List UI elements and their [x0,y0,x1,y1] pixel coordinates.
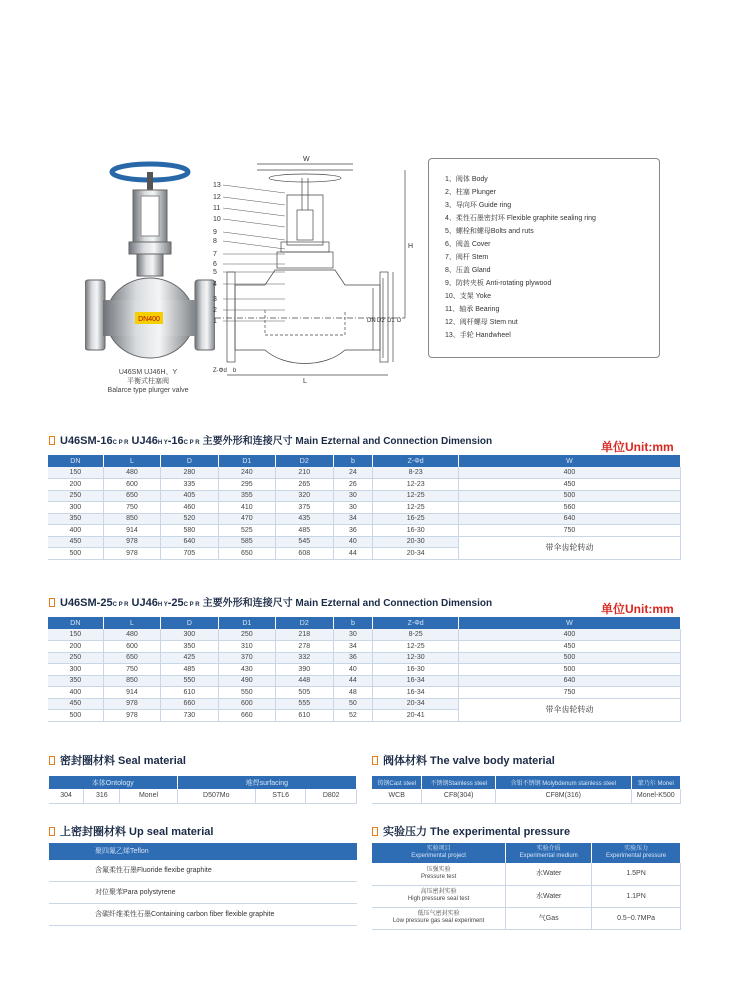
table-cell: 16-25 [373,513,459,525]
seal-value-cell: 316 [84,789,120,803]
table-cell: 250 [48,652,103,664]
body-material-value: WCB [372,789,422,803]
table-cell: 12-30 [373,652,459,664]
callout-label: 11 [213,205,221,212]
pressure-cell-line: Pressure test [420,873,457,880]
table25-title-mid2: -25 [167,597,184,609]
pressure-cell-line: 低压气密封实验 [417,911,460,917]
table-cell: 400 [48,687,103,699]
pressure-header-line: 实验介质 [536,846,561,852]
up-seal-item: 含氟柔性石墨Fluoride flexibe graphite [49,860,357,882]
body-material-value: Monel-K500 [631,789,680,803]
table-cell: 320 [276,490,333,502]
legend-item: 10、支架 Yoke [445,293,492,300]
table-cell: 640 [458,513,680,525]
table-cell: 470 [218,513,275,525]
section-marker-icon [372,756,378,765]
table-cell: 200 [48,479,103,491]
table-cell: 450 [48,698,103,710]
column-header: Z-Φd [373,617,459,629]
dim-b-label: b [233,368,237,374]
table-cell: 250 [218,629,275,641]
pressure-title [372,823,570,839]
section-marker-icon [49,827,55,836]
table-cell: 8-23 [373,467,459,479]
table-cell: 450 [458,641,680,653]
table-row [48,629,681,641]
table-cell: 525 [218,525,275,537]
up-seal-header: 聚四氟乙烯Teflon [49,843,357,860]
section-marker-icon [49,756,55,765]
up-seal-list [49,843,357,926]
table-cell: 400 [458,467,680,479]
table-cell: 545 [276,536,333,548]
photo-badge: DN400 [138,316,160,323]
table-cell: 400 [48,525,103,537]
column-header: W [458,455,680,467]
table-cell: 650 [103,490,160,502]
dim-l-label: L [303,378,307,385]
table-cell: 850 [103,513,160,525]
table16-title-sub1: C P R [112,440,129,446]
column-header: W [458,617,680,629]
table-row [372,863,681,885]
table-cell: 350 [48,675,103,687]
pressure-header [506,843,592,863]
table-cell: 978 [103,548,160,560]
pressure-cell [506,863,592,885]
table-cell: 500 [458,664,680,676]
table-cell: 480 [103,629,160,641]
callout-label: 9 [213,229,217,236]
parts-legend [428,158,660,358]
dim-dn-label: DN [367,318,376,324]
table-cell: 48 [333,687,373,699]
table-cell: 20-30 [373,536,459,548]
callout-leader [223,232,285,240]
table-cell: 610 [161,687,218,699]
column-header: Z-Φd [373,455,459,467]
table-cell: 500 [458,652,680,664]
up-seal-title-text: 上密封圈材料 Up seal material [60,826,214,838]
table-cell: 50 [333,698,373,710]
table-cell: 555 [276,698,333,710]
table-cell: 250 [48,490,103,502]
table25-unit: 单位Unit:mm [601,602,674,616]
seal-value-cell: Monel [120,789,177,803]
up-seal-item: 对位聚苯Para polystyrene [49,882,357,904]
table25-title-suffix: 主要外形和连接尺寸 Main Ezternal and Connection Dimension [202,598,493,609]
table-cell: 12-25 [373,502,459,514]
body-material-header: 铸钢Cast steel [372,776,422,789]
table-cell: 310 [218,641,275,653]
section-marker-icon [49,436,55,445]
table-cell: 425 [161,652,218,664]
table-cell: 750 [458,525,680,537]
pressure-title-text: 实验压力 The experimental pressure [383,826,571,838]
table-cell: 560 [458,502,680,514]
up-seal-item: 含碳纤维柔性石墨Containing carbon fiber flexible graphite [49,904,357,926]
body-material-table [372,776,681,804]
table-cell: 600 [103,479,160,491]
table-cell: 480 [103,467,160,479]
table-cell: 448 [276,675,333,687]
table-cell: 500 [48,548,103,560]
table25-title [49,594,492,609]
pressure-cell [372,885,506,907]
column-header: DN [48,455,103,467]
pressure-header-line: 实验压力 [624,846,649,852]
table-header-row [48,455,681,467]
callout-label: 7 [213,251,217,258]
table-row [48,641,681,653]
table-cell: 265 [276,479,333,491]
column-header: D2 [276,617,333,629]
table-cell: 914 [103,525,160,537]
pressure-cell [506,907,592,929]
pressure-header-line: Experimental project [411,853,466,859]
column-header: L [103,455,160,467]
valve-photo [85,160,215,370]
pressure-header [592,843,681,863]
table-cell: 550 [161,675,218,687]
column-header: D1 [218,617,275,629]
table-cell: 30 [333,629,373,641]
callout-label: 3 [213,296,217,303]
callout-label: 2 [213,307,217,314]
legend-item: 6、阀盖 Cover [445,241,491,248]
table-cell: 750 [103,502,160,514]
table16-title-mid: UJ46 [131,435,158,447]
body-material-title [372,752,555,768]
callout-label: 5 [213,269,217,276]
table-cell: 44 [333,548,373,560]
column-header: DN [48,617,103,629]
seal-title [49,752,186,768]
table-row [48,467,681,479]
callout-label: 10 [213,216,221,223]
photo-caption-line1: U46SM UJ46H、Y [118,369,178,376]
table25-title-sub2: H Y [157,602,168,608]
table-cell: 218 [276,629,333,641]
section-marker-icon [49,598,55,607]
table-cell: 485 [276,525,333,537]
table-cell: 16-30 [373,664,459,676]
table-cell: 16-34 [373,687,459,699]
table25-title-prefix: U46SM-25 [60,597,113,609]
table-cell: 335 [161,479,218,491]
body-material-value: CF8M(316) [495,789,631,803]
seal-value-cell: D507Mo [177,789,255,803]
table-row [48,513,681,525]
table16-title-suffix: 主要外形和连接尺寸 Main Ezternal and Connection Dimension [202,436,493,447]
table-cell: 550 [218,687,275,699]
table-cell: 450 [458,479,680,491]
pressure-table [372,843,681,930]
column-header: D [161,617,218,629]
table-cell: 355 [218,490,275,502]
legend-item: 7、阀杆 Stem [445,254,489,261]
dim-w-label: W [303,156,310,163]
table-cell: 520 [161,513,218,525]
pressure-header-line: 实验项目 [426,846,451,852]
table-cell: 350 [48,513,103,525]
photo-caption-line3: Balarce type plurger valve [107,387,189,394]
legend-item: 13、手轮 Handwheel [445,332,511,339]
pressure-cell-line: 水Water [535,870,562,878]
table-cell: 750 [458,687,680,699]
table-cell: 300 [161,629,218,641]
table-cell: 8-25 [373,629,459,641]
table-row [48,698,681,710]
table-cell: 580 [161,525,218,537]
pressure-cell-line: 气Gas [538,914,559,922]
table16-title-prefix: U46SM-16 [60,435,113,447]
table-cell: 460 [161,502,218,514]
pressure-cell [372,863,506,885]
dim-d1-label: D1 [387,318,395,324]
table16-title-sub2: H Y [157,440,168,446]
table-cell: 20-34 [373,698,459,710]
table16-title [49,432,492,447]
column-header: L [103,617,160,629]
table-cell: 12-23 [373,479,459,491]
callout-leader [223,185,285,193]
callout-label: 6 [213,261,217,268]
table-header-row [48,617,681,629]
seal-header-surfacing: 堆焊surfacing [177,776,356,789]
table-cell: 390 [276,664,333,676]
column-header: D [161,455,218,467]
pressure-cell-line: 水Water [535,892,562,900]
table25-title-mid: UJ46 [131,597,158,609]
table-cell: 300 [48,502,103,514]
table16-unit: 单位Unit:mm [601,440,674,454]
legend-item: 5、螺栓和螺母Bolts and ruts [445,228,534,235]
table-row [48,502,681,514]
table-cell: 240 [218,467,275,479]
pressure-cell-line: 压强实验 [426,866,451,873]
table-cell: 40 [333,664,373,676]
callout-leader [223,219,285,227]
callout-leader [223,208,285,216]
table-cell: 40 [333,536,373,548]
pressure-cell [506,885,592,907]
table-cell: 610 [276,710,333,722]
table-cell: 608 [276,548,333,560]
table-cell: 12-25 [373,641,459,653]
seal-value-cell: STL6 [255,789,306,803]
table-row [372,885,681,907]
table-cell: 405 [161,490,218,502]
table-cell: 978 [103,710,160,722]
valve-section-drawing [205,150,420,390]
legend-item: 8、压盖 Gland [445,267,491,274]
callout-label: 12 [213,194,221,201]
callout-leader [223,197,285,205]
pressure-cell [592,907,681,929]
table-cell: 660 [218,710,275,722]
table-row [48,652,681,664]
table-cell: 485 [161,664,218,676]
table-cell: 210 [276,467,333,479]
table-cell: 705 [161,548,218,560]
table-cell: 34 [333,513,373,525]
table-cell: 200 [48,641,103,653]
photo-caption [88,368,208,395]
table-cell: 978 [103,698,160,710]
callout-leader [223,241,285,249]
column-header: D2 [276,455,333,467]
table-cell: 410 [218,502,275,514]
table-cell: 52 [333,710,373,722]
merged-w-cell: 带伞齿轮转动 [458,698,680,721]
table-cell: 914 [103,687,160,699]
table25-title-sub3: C P R [183,602,200,608]
table-row [48,675,681,687]
legend-item: 1、阀体 Body [445,176,488,183]
table-row [48,479,681,491]
table-cell: 375 [276,502,333,514]
pressure-header-line: Experimental medium [519,853,578,859]
dim-d2-label: D2 [377,318,385,324]
merged-w-cell: 带伞齿轮转动 [458,536,680,559]
table-cell: 650 [103,652,160,664]
column-header: b [333,617,373,629]
table-cell: 26 [333,479,373,491]
table-cell: 300 [48,664,103,676]
table16-title-mid2: -16 [167,435,184,447]
dim-zd-label: Z-Φd [213,368,227,374]
dim-d-label: D [397,318,402,324]
callout-label: 13 [213,182,221,189]
table-row [372,907,681,929]
callout-label: 4 [213,281,217,288]
table-cell: 350 [161,641,218,653]
table25-title-sub1: C P R [112,602,129,608]
table-cell: 850 [103,675,160,687]
table-cell: 650 [218,548,275,560]
table-cell: 295 [218,479,275,491]
table-row [48,536,681,548]
table-cell: 490 [218,675,275,687]
table-row [48,490,681,502]
table-cell: 505 [276,687,333,699]
table-cell: 150 [48,629,103,641]
pressure-header-line: Experimental pressure [606,853,667,859]
table-cell: 332 [276,652,333,664]
callout-label: 1 [213,318,217,325]
pressure-cell-line: 1.1PN [626,892,646,900]
dimension-table-16 [48,455,681,560]
pressure-cell-line: 高压密封实验 [420,889,457,895]
column-header: D1 [218,455,275,467]
table-cell: 600 [103,641,160,653]
section-marker-icon [372,827,378,836]
table-cell: 730 [161,710,218,722]
body-material-header: 不锈钢Stainless steel [422,776,496,789]
table-cell: 278 [276,641,333,653]
table-cell: 370 [218,652,275,664]
pressure-cell-line: 1.5PN [626,870,646,878]
body-material-header: 含钼不锈钢 Molybdenum stainless steel [495,776,631,789]
pressure-header [372,843,506,863]
legend-item: 2、柱塞 Plunger [445,189,496,196]
column-header: b [333,455,373,467]
table-cell: 500 [48,710,103,722]
seal-value-cell: 304 [49,789,84,803]
table-cell: 660 [161,698,218,710]
table-cell: 585 [218,536,275,548]
seal-material-table [49,776,357,804]
legend-item: 4、柔性石墨密封环 Flexible graphite sealing ring [445,215,596,222]
table-cell: 750 [103,664,160,676]
table-cell: 36 [333,525,373,537]
body-material-title-text: 阀体材料 The valve body material [383,755,555,767]
body-material-value: CF8(304) [422,789,496,803]
pressure-cell-line: High pressure seal test [407,896,470,902]
table-row [48,664,681,676]
legend-item: 9、防转夹板 Anti-rotating plywood [445,280,552,287]
seal-title-text: 密封圈材料 Seal material [60,755,186,767]
table-cell: 16-34 [373,675,459,687]
table-cell: 280 [161,467,218,479]
table-cell: 44 [333,675,373,687]
table-cell: 12-25 [373,490,459,502]
table-cell: 600 [218,698,275,710]
dim-h-label: H [408,243,414,250]
pressure-cell [592,863,681,885]
table-cell: 400 [458,629,680,641]
pressure-cell [372,907,506,929]
table-cell: 20-34 [373,548,459,560]
seal-header-ontology: 本体Ontology [49,776,177,789]
table-cell: 450 [48,536,103,548]
table-cell: 435 [276,513,333,525]
table-cell: 30 [333,490,373,502]
photo-caption-line2: 平衡式柱塞阀 [127,378,169,385]
dimension-table-25 [48,617,681,722]
table-cell: 978 [103,536,160,548]
table-cell: 150 [48,467,103,479]
legend-item: 3、导向环 Guide ring [445,202,512,209]
table-cell: 20-41 [373,710,459,722]
callout-label: 8 [213,238,217,245]
legend-item: 11、轴承 Bearing [445,306,500,313]
table-cell: 16-30 [373,525,459,537]
table-cell: 640 [161,536,218,548]
body-material-header: 蒙乃尔 Monel [631,776,680,789]
table-cell: 640 [458,675,680,687]
table-cell: 24 [333,467,373,479]
pressure-cell-line: Low pressure gas seal experiment [392,918,485,924]
table-cell: 430 [218,664,275,676]
table-row [48,687,681,699]
pressure-cell [592,885,681,907]
legend-item: 12、阀杆螺母 Stem nut [445,319,518,326]
pressure-cell-line: 0.5~0.7MPa [617,914,656,922]
table-cell: 34 [333,641,373,653]
table-row [48,525,681,537]
up-seal-title [49,823,213,839]
table-cell: 500 [458,490,680,502]
table-cell: 30 [333,502,373,514]
table-cell: 36 [333,652,373,664]
table16-title-sub3: C P R [183,440,200,446]
seal-value-cell: D802 [306,789,357,803]
